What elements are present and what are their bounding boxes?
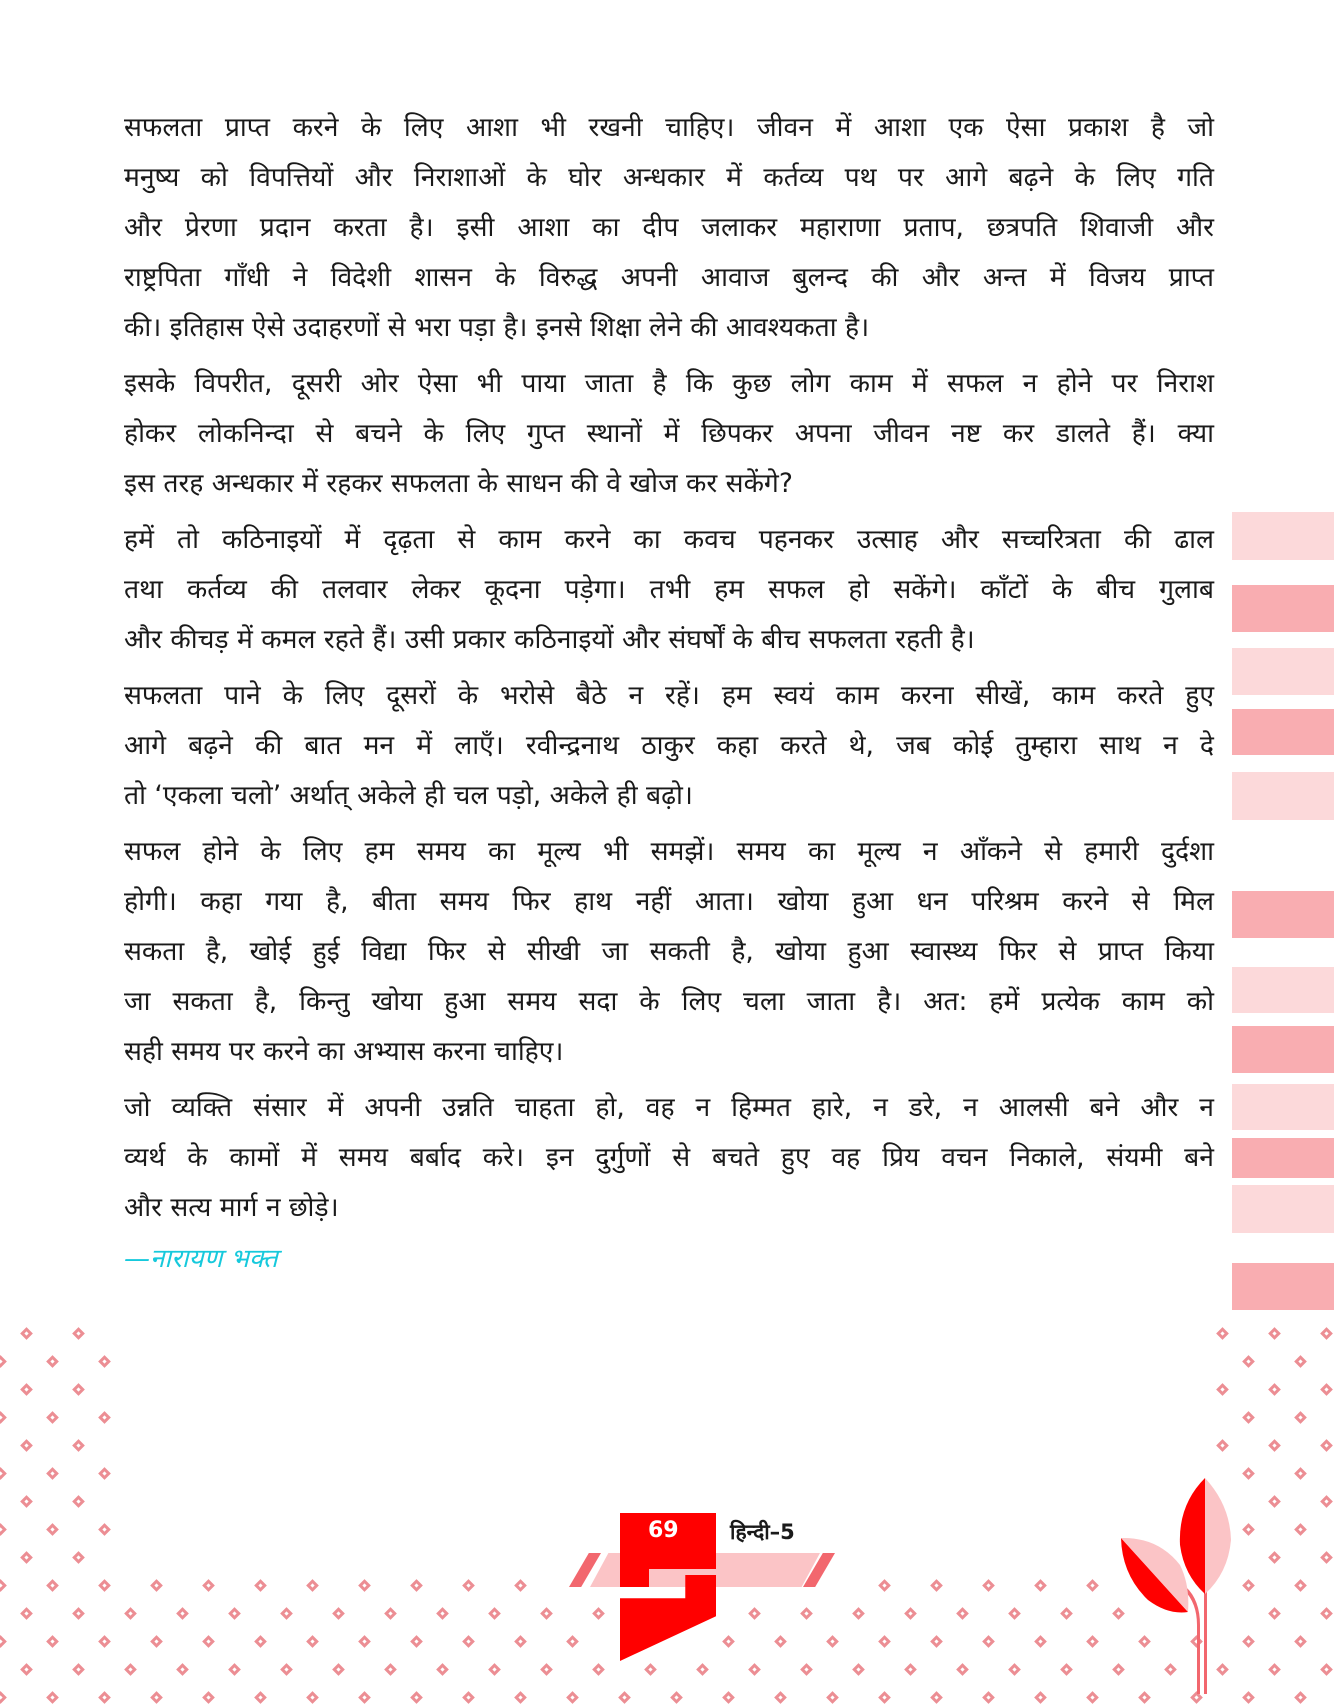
diamond-dot (176, 1663, 189, 1676)
diamond-dot (0, 1523, 7, 1536)
diamond-dot (1320, 1663, 1333, 1676)
diamond-dot (644, 1663, 657, 1676)
diamond-dot (72, 1327, 85, 1340)
diamond-dot (1086, 1691, 1099, 1704)
diamond-dot (1060, 1663, 1073, 1676)
diamond-dot (826, 1691, 839, 1704)
diamond-dot (202, 1579, 215, 1592)
diamond-dot (774, 1635, 787, 1648)
side-bar (1232, 1084, 1334, 1130)
side-bar (1232, 967, 1334, 1013)
diamond-dot (592, 1663, 605, 1676)
diamond-dot (1242, 1635, 1255, 1648)
diamond-dot (748, 1607, 761, 1620)
diamond-dot (1242, 1691, 1255, 1704)
diamond-dot (722, 1691, 735, 1704)
diamond-dot (566, 1691, 579, 1704)
text-line: आगे बढ़ने की बात मन में लाएँ। रवीन्द्रनाथ ठाकुर कहा करते थे, जब कोई तुम्हारा साथ न दे (124, 730, 1214, 761)
diamond-dot (46, 1467, 59, 1480)
diamond-dot (1294, 1467, 1307, 1480)
diamond-dot (124, 1607, 137, 1620)
side-bar (1232, 585, 1334, 632)
diamond-dot (280, 1607, 293, 1620)
diamond-dot (774, 1691, 787, 1704)
text-line: और कीचड़ में कमल रहते हैं। उसी प्रकार कठिनाइयों और संघर्षों के बीच सफलता रहती है। (124, 624, 975, 655)
text-line: तो ‘एकला चलो’ अर्थात् अकेले ही चल पड़ो, अकेले ही बढ़ो। (124, 780, 693, 811)
diamond-dot (254, 1579, 267, 1592)
text-line: इसके विपरीत, दूसरी ओर ऐसा भी पाया जाता है कि कुछ लोग काम में सफल न होने पर निराश (124, 368, 1214, 399)
diamond-dot (72, 1383, 85, 1396)
diamond-dot (98, 1635, 111, 1648)
diamond-dot (1008, 1663, 1021, 1676)
diamond-dot (306, 1691, 319, 1704)
side-bar (1232, 1138, 1334, 1178)
diamond-dot (0, 1411, 7, 1424)
diamond-dot (1294, 1523, 1307, 1536)
diamond-dot (332, 1663, 345, 1676)
text-line: होगी। कहा गया है, बीता समय फिर हाथ नहीं आता। खोया हुआ धन परिश्रम करने से मिल (124, 886, 1214, 917)
diamond-dot (46, 1355, 59, 1368)
diamond-dot (1216, 1383, 1229, 1396)
diamond-dot (98, 1467, 111, 1480)
diamond-dot (540, 1607, 553, 1620)
text-line: की। इतिहास ऐसे उदाहरणों से भरा पड़ा है। इनसे शिक्षा लेने की आवश्यकता है। (124, 312, 870, 343)
diamond-dot (280, 1663, 293, 1676)
diamond-dot (20, 1439, 33, 1452)
diamond-dot (1060, 1607, 1073, 1620)
diamond-dot (20, 1607, 33, 1620)
author-credit: —नारायण भक्त (124, 1244, 278, 1274)
diamond-dot (1008, 1607, 1021, 1620)
diamond-dot (1034, 1635, 1047, 1648)
diamond-dot (488, 1607, 501, 1620)
diamond-dot (1268, 1495, 1281, 1508)
diamond-dot (1294, 1411, 1307, 1424)
diamond-dot (46, 1411, 59, 1424)
paragraph (124, 103, 1214, 353)
diamond-dot (410, 1579, 423, 1592)
diamond-dot (982, 1635, 995, 1648)
text-line: और सत्य मार्ग न छोड़े। (124, 1192, 339, 1223)
diamond-dot (852, 1607, 865, 1620)
diamond-dot (0, 1635, 7, 1648)
diamond-dot (488, 1663, 501, 1676)
diamond-dot (98, 1579, 111, 1592)
article-body (124, 103, 1214, 1279)
diamond-dot (0, 1691, 7, 1704)
diamond-dot (514, 1579, 527, 1592)
text-line: सफलता प्राप्त करने के लिए आशा भी रखनी चाहिए। जीवन में आशा एक ऐसा प्रकाश है जो (124, 112, 1214, 143)
diamond-dot (930, 1635, 943, 1648)
diamond-dot (72, 1551, 85, 1564)
diamond-dot (1268, 1383, 1281, 1396)
diamond-dot (20, 1663, 33, 1676)
text-line: सही समय पर करने का अभ्यास करना चाहिए। (124, 1036, 564, 1067)
diamond-dot (98, 1411, 111, 1424)
diamond-dot (306, 1635, 319, 1648)
diamond-dot (332, 1607, 345, 1620)
diamond-dot (202, 1635, 215, 1648)
page-flag-lower (620, 1575, 716, 1661)
diamond-dot (0, 1467, 7, 1480)
leaf-plant-icon (1118, 1465, 1238, 1694)
diamond-dot (150, 1691, 163, 1704)
diamond-dot (956, 1607, 969, 1620)
diamond-dot (1242, 1411, 1255, 1424)
diamond-dot (982, 1691, 995, 1704)
text-line: इस तरह अन्धकार में रहकर सफलता के साधन की वे खोज कर सकेंगे? (124, 468, 793, 499)
text-line: जा सकता है, किन्तु खोया हुआ समय सदा के लिए चला जाता है। अत: हमें प्रत्येक काम को (124, 986, 1214, 1017)
diamond-dot (696, 1663, 709, 1676)
diamond-dot (1242, 1579, 1255, 1592)
diamond-dot (72, 1439, 85, 1452)
diamond-dot (1294, 1355, 1307, 1368)
diamond-dot (72, 1663, 85, 1676)
diamond-dot (878, 1691, 891, 1704)
diamond-dot (826, 1635, 839, 1648)
text-line: तथा कर्तव्य की तलवार लेकर कूदना पड़ेगा। तभी हम सफल हो सकेंगे। काँटों के बीच गुलाब (124, 574, 1214, 605)
diamond-dot (462, 1691, 475, 1704)
diamond-dot (150, 1635, 163, 1648)
diamond-dot (1268, 1327, 1281, 1340)
diamond-dot (98, 1691, 111, 1704)
diamond-dot (1268, 1607, 1281, 1620)
diamond-dot (1268, 1663, 1281, 1676)
diamond-dot (1320, 1383, 1333, 1396)
diamond-dot (1086, 1579, 1099, 1592)
diamond-dot (670, 1691, 683, 1704)
diamond-dot (462, 1579, 475, 1592)
diamond-dot (98, 1355, 111, 1368)
diamond-dot (1320, 1551, 1333, 1564)
diamond-dot (20, 1327, 33, 1340)
diamond-dot (1242, 1523, 1255, 1536)
diamond-dot (1294, 1691, 1307, 1704)
diamond-dot (722, 1635, 735, 1648)
paragraph (124, 515, 1214, 665)
diamond-dot (1294, 1579, 1307, 1592)
diamond-dot (540, 1663, 553, 1676)
paragraph (124, 671, 1214, 821)
paragraph (124, 1083, 1214, 1233)
diamond-dot (514, 1691, 527, 1704)
side-bar (1232, 1026, 1334, 1073)
side-bar (1232, 512, 1334, 560)
diamond-dot (228, 1663, 241, 1676)
diamond-dot (878, 1635, 891, 1648)
diamond-dot (1320, 1439, 1333, 1452)
diamond-dot (72, 1607, 85, 1620)
diamond-dot (618, 1691, 631, 1704)
text-line: सफलता पाने के लिए दूसरों के भरोसे बैठे न रहें। हम स्वयं काम करना सीखें, काम करते हुए (124, 680, 1214, 711)
diamond-dot (228, 1607, 241, 1620)
text-line: सफल होने के लिए हम समय का मूल्य भी समझें। समय का मूल्य न आँकने से हमारी दुर्दशा (124, 836, 1214, 867)
diamond-dot (410, 1635, 423, 1648)
diamond-dot (358, 1635, 371, 1648)
diamond-dot (1242, 1355, 1255, 1368)
diamond-dot (20, 1383, 33, 1396)
text-line: होकर लोकनिन्दा से बचने के लिए गुप्त स्थानों में छिपकर अपना जीवन नष्ट कर डालते हैं। क्या (124, 418, 1214, 449)
diamond-dot (878, 1579, 891, 1592)
diamond-dot (904, 1607, 917, 1620)
diamond-dot (1034, 1579, 1047, 1592)
page-flag-notch (620, 1569, 649, 1587)
diamond-dot (930, 1579, 943, 1592)
diamond-dot (46, 1523, 59, 1536)
diamond-dot (202, 1691, 215, 1704)
diamond-dot (1086, 1635, 1099, 1648)
diamond-dot (46, 1635, 59, 1648)
text-line: जो व्यक्ति संसार में अपनी उन्नति चाहता हो, वह न हिम्मत हारे, न डरे, न आलसी बने और न (124, 1092, 1214, 1123)
diamond-dot (566, 1635, 579, 1648)
diamond-dot (150, 1579, 163, 1592)
diamond-dot (956, 1663, 969, 1676)
diamond-dot (462, 1635, 475, 1648)
diamond-dot (254, 1691, 267, 1704)
diamond-dot (1034, 1691, 1047, 1704)
side-bar (1232, 648, 1334, 695)
diamond-dot (1242, 1467, 1255, 1480)
diamond-dot (72, 1495, 85, 1508)
diamond-dot (176, 1607, 189, 1620)
diamond-dot (982, 1579, 995, 1592)
diamond-dot (20, 1495, 33, 1508)
diamond-dot (1320, 1327, 1333, 1340)
side-bar (1232, 1185, 1334, 1233)
text-line: और प्रेरणा प्रदान करता है। इसी आशा का दीप जलाकर महाराणा प्रताप, छत्रपति शिवाजी और (124, 212, 1214, 243)
side-bar (1232, 772, 1334, 820)
diamond-dot (930, 1691, 943, 1704)
text-line: राष्ट्रपिता गाँधी ने विदेशी शासन के विरुद्ध अपनी आवाज बुलन्द की और अन्त में विजय प्राप्त (124, 262, 1214, 293)
paragraph (124, 827, 1214, 1077)
diamond-dot (800, 1607, 813, 1620)
diamond-dot (1268, 1551, 1281, 1564)
diamond-dot (410, 1691, 423, 1704)
diamond-dot (254, 1635, 267, 1648)
diamond-dot (46, 1579, 59, 1592)
side-bar (1232, 709, 1334, 755)
diamond-dot (1268, 1439, 1281, 1452)
diamond-dot (436, 1607, 449, 1620)
text-line: हमें तो कठिनाइयों में दृढ़ता से काम करने का कवच पहनकर उत्साह और सच्चरित्रता की ढाल (124, 524, 1214, 555)
diamond-dot (0, 1355, 7, 1368)
diamond-dot (358, 1691, 371, 1704)
diamond-dot (0, 1579, 7, 1592)
diamond-dot (358, 1579, 371, 1592)
diamond-dot (384, 1607, 397, 1620)
diamond-dot (800, 1663, 813, 1676)
diamond-dot (1216, 1439, 1229, 1452)
text-line: मनुष्य को विपत्तियों और निराशाओं के घोर अन्धकार में कर्तव्य पथ पर आगे बढ़ने के लिए गति (124, 162, 1214, 193)
diamond-dot (514, 1635, 527, 1648)
diamond-dot (748, 1663, 761, 1676)
diamond-dot (436, 1663, 449, 1676)
book-title: हिन्दी–5 (730, 1520, 795, 1544)
diamond-dot (852, 1663, 865, 1676)
diamond-dot (384, 1663, 397, 1676)
diamond-dot (1294, 1635, 1307, 1648)
paragraph (124, 359, 1214, 509)
diamond-dot (46, 1691, 59, 1704)
diamond-dot (1320, 1607, 1333, 1620)
diamond-dot (1320, 1495, 1333, 1508)
page-number: 69 (648, 1518, 679, 1543)
side-bar (1232, 891, 1334, 938)
diamond-dot (592, 1607, 605, 1620)
diamond-dot (124, 1663, 137, 1676)
text-line: सकता है, खोई हुई विद्या फिर से सीखी जा सकती है, खोया हुआ स्वास्थ्य फिर से प्राप्त किया (124, 936, 1214, 967)
diamond-dot (904, 1663, 917, 1676)
diamond-dot (20, 1551, 33, 1564)
diamond-dot (98, 1523, 111, 1536)
diamond-dot (1216, 1327, 1229, 1340)
text-line: व्यर्थ के कामों में समय बर्बाद करे। इन दुर्गुणों से बचते हुए वह प्रिय वचन निकाले, संयमी बने (124, 1142, 1214, 1173)
diamond-dot (306, 1579, 319, 1592)
side-bar (1232, 1263, 1334, 1310)
